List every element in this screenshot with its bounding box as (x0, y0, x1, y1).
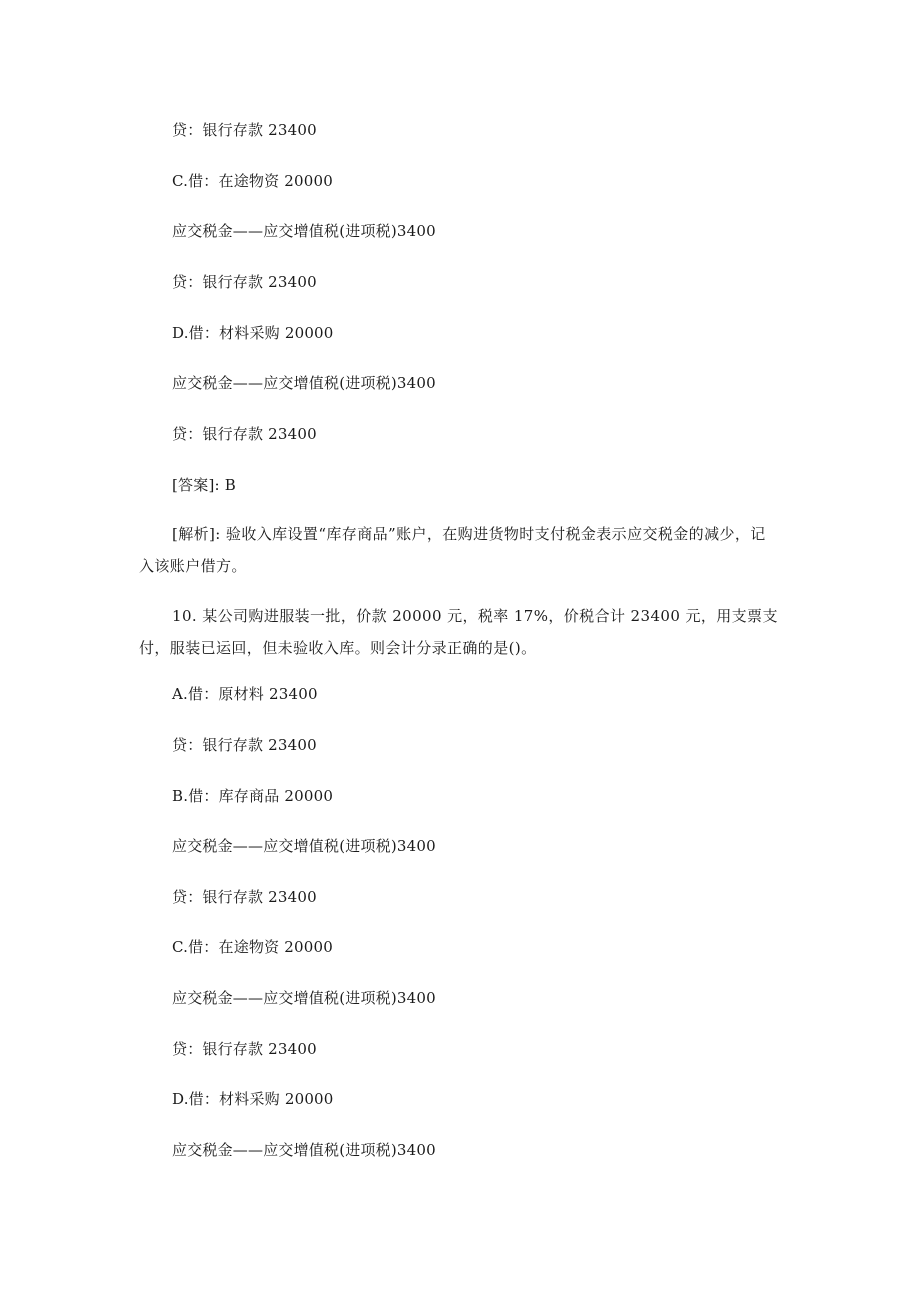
option-line: 贷：银行存款 23400 (172, 736, 317, 754)
option-line: 贷：银行存款 23400 (172, 1040, 317, 1058)
option-line: D.借：材料采购 20000 (172, 1090, 334, 1108)
text-line: 贷：银行存款 23400 (172, 121, 317, 139)
option-line: 贷：银行存款 23400 (172, 888, 317, 906)
option-line: 应交税金——应交增值税(进项税)3400 (172, 1141, 436, 1159)
text-line: C.借：在途物资 20000 (172, 172, 333, 190)
text-line: 贷：银行存款 23400 (172, 273, 317, 291)
text-line: D.借：材料采购 20000 (172, 324, 334, 342)
text-line: 应交税金——应交增值税(进项税)3400 (172, 374, 436, 392)
question-paragraph: 10. 某公司购进服装一批，价款 20000 元，税率 17%，价税合计 23400 元，用支票支付，服装已运回，但未验收入库。则会计分录正确的是()。 (139, 607, 778, 657)
text-line: 应交税金——应交增值税(进项税)3400 (172, 222, 436, 240)
option-line: 应交税金——应交增值税(进项税)3400 (172, 989, 436, 1007)
option-line: A.借：原材料 23400 (172, 685, 318, 703)
answer-line: [答案]: B (172, 476, 236, 494)
analysis-paragraph: [解析]: 验收入库设置“库存商品”账户，在购进货物时支付税金表示应交税金的减少，记入该账户借方。 (139, 525, 766, 575)
option-line: B.借：库存商品 20000 (172, 787, 334, 805)
text-line: 贷：银行存款 23400 (172, 425, 317, 443)
option-line: C.借：在途物资 20000 (172, 938, 333, 956)
option-line: 应交税金——应交增值税(进项税)3400 (172, 837, 436, 855)
